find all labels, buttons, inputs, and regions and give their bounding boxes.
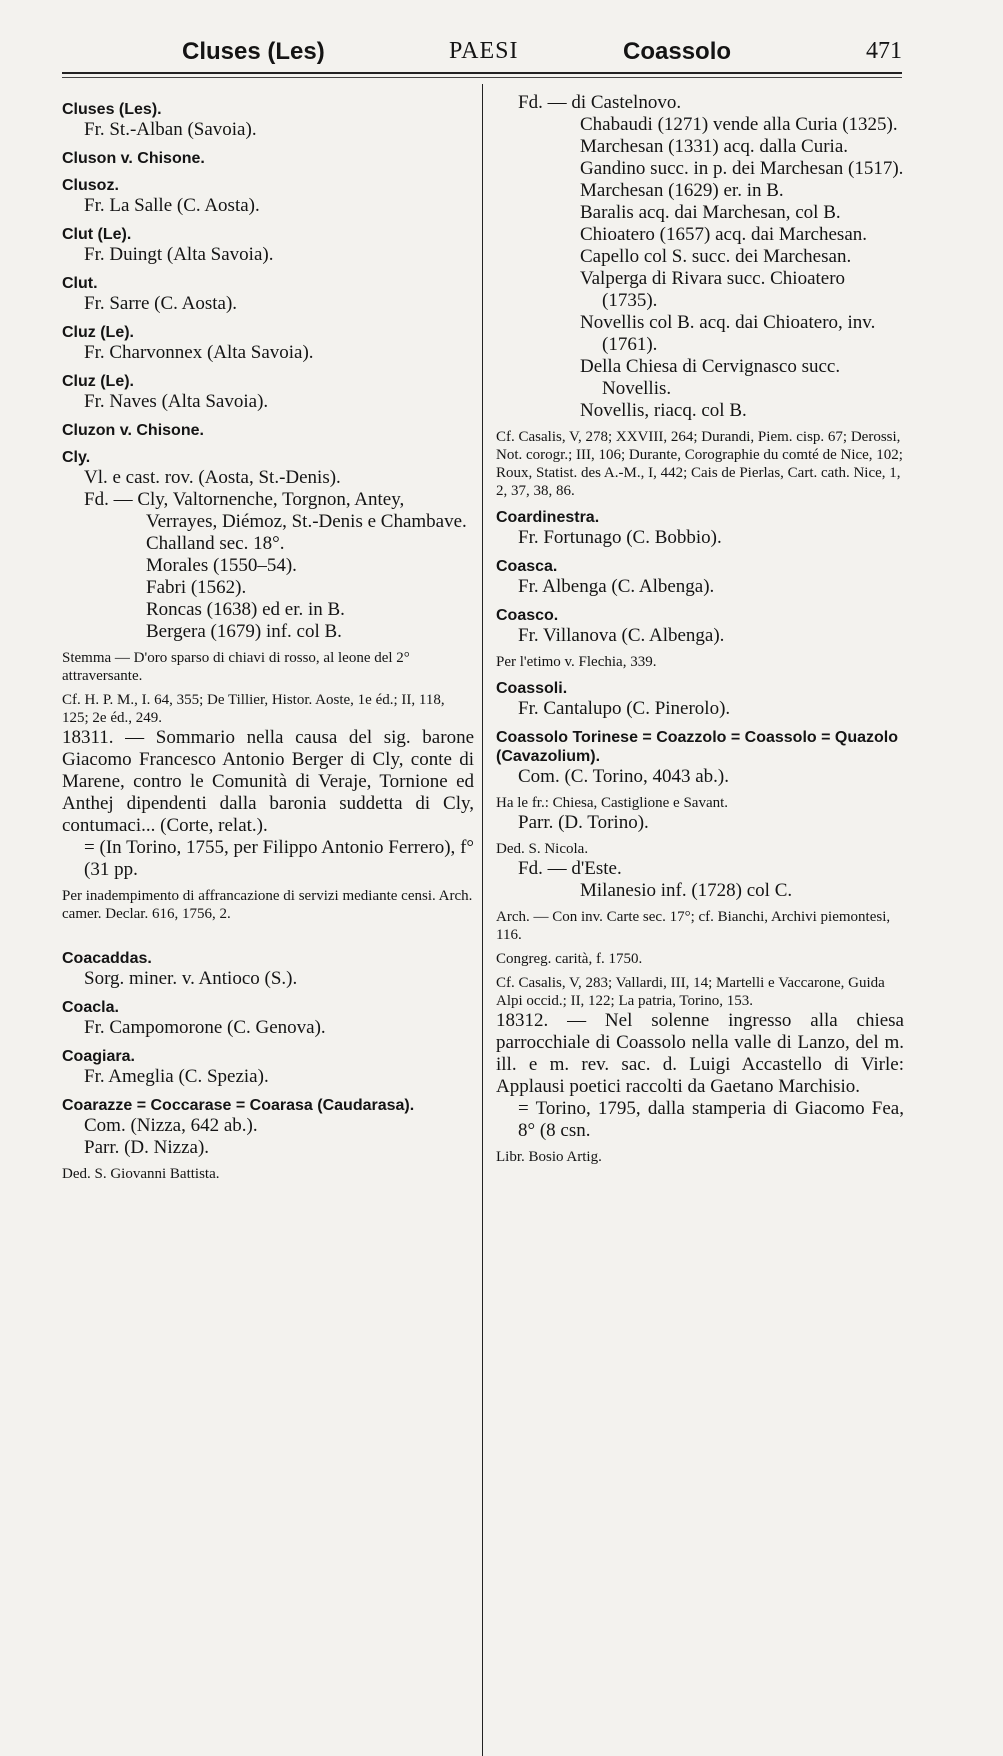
holder-line: Morales (1550–54).: [146, 555, 297, 576]
column-divider: [482, 84, 483, 1756]
holder-line: Novellis col B. acq. dai Chioatero, inv. (1761).: [580, 312, 876, 355]
entry-heading: Coasca.: [496, 558, 558, 575]
bibliography-entry: 18311. — Sommario nella causa del sig. barone Giacomo Francesco Antonio Berger di Cly, conte di Marene, contro le Comunità di Veraje, Tornione ed Anthej dipendenti dalla baronia suddetta di Cly, contumaci... (Corte, relat.).: [62, 727, 474, 836]
entry-heading: Cluson v. Chisone.: [62, 150, 205, 167]
note-text: Per l'etimo v. Flechia, 339.: [496, 654, 657, 670]
entry-heading: Coagiara.: [62, 1048, 135, 1065]
entry-line: Com. (C. Torino, 4043 ab.).: [518, 766, 730, 787]
entry-heading: Clut (Le).: [62, 226, 132, 243]
holder-line: Della Chiesa di Cervignasco succ. Novellis.: [580, 356, 841, 399]
note-text: Libr. Bosio Artig.: [496, 1149, 602, 1165]
header-section-title: PAESI: [449, 38, 519, 64]
holder-line: Roncas (1638) ed er. in B.: [146, 599, 345, 620]
entry-line: Parr. (D. Nizza).: [84, 1137, 210, 1158]
holder-line: Marchesan (1331) acq. dalla Curia.: [580, 136, 849, 157]
entry-line: Fr. Albenga (C. Albenga).: [518, 576, 715, 597]
feudal-line: Fd. — Cly, Valtornenche, Torgnon, Antey, Verrayes, Diémoz, St.-Denis e Chambave.: [84, 489, 467, 532]
entry-line: Parr. (D. Torino).: [518, 812, 649, 833]
note-text: Ded. S. Giovanni Battista.: [62, 1166, 220, 1182]
entry-line: Fr. Cantalupo (C. Pinerolo).: [518, 698, 731, 719]
note-text: Cf. Casalis, V, 278; XXVIII, 264; Durandi, Piem. cisp. 67; Derossi, Not. corogr.; III, 106; Durante, Corographie du comté de Nice, 102; Roux, Statist. des A.-M., I, 442; Cais de Pierlas, Cart. cath. Nice, 1, 2, 37, 38, 86.: [496, 429, 903, 499]
entry-line: Fr. Fortunago (C. Bobbio).: [518, 527, 722, 548]
holder-line: Valperga di Rivara succ. Chioatero (1735).: [580, 268, 846, 311]
left-column: [62, 92, 474, 1183]
holder-line: Chioatero (1657) acq. dai Marchesan.: [580, 224, 868, 245]
note-text: Ha le fr.: Chiesa, Castiglione e Savant.: [496, 795, 729, 811]
entry-heading: Cluses (Les).: [62, 101, 162, 118]
holder-line: Challand sec. 18°.: [146, 533, 285, 554]
feudal-line: Fd. — di Castelnovo.: [518, 92, 682, 113]
note-text: Per inadempimento di affrancazione di servizi mediante censi. Arch. camer. Declar. 616, 1756, 2.: [62, 888, 473, 922]
entry-heading: Clusoz.: [62, 177, 119, 194]
header-right-entry: Coassolo: [623, 38, 732, 65]
note-text: Arch. — Con inv. Carte sec. 17°; cf. Bianchi, Archivi piemontesi, 116.: [496, 909, 891, 943]
bibliography-imprint: = (In Torino, 1755, per Filippo Antonio Ferrero), f° (31 pp.: [84, 837, 474, 880]
entry-heading: Coassolo Torinese = Coazzolo = Coassolo = Quazolo (Cavazolium).: [496, 729, 899, 765]
entry-line: Fr. Ameglia (C. Spezia).: [84, 1066, 269, 1087]
page-number: 471: [866, 38, 902, 64]
entry-line: Sorg. miner. v. Antioco (S.).: [84, 968, 298, 989]
bibliography-entry: 18312. — Nel solenne ingresso alla chiesa parrocchiale di Coassolo nella valle di Lanzo, del m. ill. e m. rev. sac. d. Luigi Accastello di Virle: Applausi poetici raccolti da Gaetano Marchisio.: [496, 1010, 904, 1097]
header-rule-thin: [62, 77, 902, 78]
entry-line: Fr. Charvonnex (Alta Savoia).: [84, 342, 314, 363]
entry-line: Fr. Campomorone (C. Genova).: [84, 1017, 326, 1038]
entry-line: Fr. Sarre (C. Aosta).: [84, 293, 238, 314]
holder-line: Novellis, riacq. col B.: [580, 400, 747, 421]
holder-line: Chabaudi (1271) vende alla Curia (1325).: [580, 114, 898, 135]
entry-heading: Coarazze = Coccarase = Coarasa (Caudarasa).: [62, 1097, 415, 1114]
entry-heading: Coassoli.: [496, 680, 568, 697]
entry-line: Fr. La Salle (C. Aosta).: [84, 195, 260, 216]
note-text: Ded. S. Nicola.: [496, 841, 589, 857]
right-column: [496, 92, 904, 1166]
entry-line: Fr. Duingt (Alta Savoia).: [84, 244, 274, 265]
entry-heading: Cluz (Le).: [62, 373, 134, 390]
entry-heading: Cluz (Le).: [62, 324, 134, 341]
header-left-entry: Cluses (Les): [182, 38, 325, 65]
entry-heading: Coardinestra.: [496, 509, 600, 526]
holder-line: Fabri (1562).: [146, 577, 247, 598]
feudal-line: Fd. — d'Este.: [518, 858, 622, 879]
entry-line: Fr. Villanova (C. Albenga).: [518, 625, 725, 646]
note-text: Cf. H. P. M., I. 64, 355; De Tillier, Histor. Aoste, 1e éd.; II, 118, 125; 2e éd., 249.: [62, 692, 445, 726]
spacer: [62, 923, 474, 941]
entry-heading: Cly.: [62, 449, 91, 466]
entry-line: Fr. St.-Alban (Savoia).: [84, 119, 257, 140]
entry-line: Com. (Nizza, 642 ab.).: [84, 1115, 258, 1136]
header-rule-thick: [62, 72, 902, 74]
holder-line: Baralis acq. dai Marchesan, col B.: [580, 202, 841, 223]
holder-line: Bergera (1679) inf. col B.: [146, 621, 342, 642]
entry-line: Vl. e cast. rov. (Aosta, St.-Denis).: [84, 467, 341, 488]
entry-heading: Coacla.: [62, 999, 119, 1016]
holder-line: Gandino succ. in p. dei Marchesan (1517).: [580, 158, 904, 179]
bibliography-imprint: = Torino, 1795, dalla stamperia di Giacomo Fea, 8° (8 csn.: [518, 1098, 904, 1141]
running-header: [60, 38, 902, 74]
holder-line: Capello col S. succ. dei Marchesan.: [580, 246, 852, 267]
holder-line: Milanesio inf. (1728) col C.: [580, 880, 793, 901]
note-text: Cf. Casalis, V, 283; Vallardi, III, 14; Martelli e Vaccarone, Guida Alpi occid.; II, 122; La patria, Torino, 153.: [496, 975, 885, 1009]
holder-line: Marchesan (1629) er. in B.: [580, 180, 784, 201]
entry-heading: Cluzon v. Chisone.: [62, 422, 204, 439]
entry-line: Fr. Naves (Alta Savoia).: [84, 391, 269, 412]
note-text: Stemma — D'oro sparso di chiavi di rosso, al leone del 2° attraversante.: [62, 650, 410, 684]
entry-heading: Coasco.: [496, 607, 559, 624]
note-text: Congreg. carità, f. 1750.: [496, 951, 643, 967]
entry-heading: Clut.: [62, 275, 98, 292]
entry-heading: Coacaddas.: [62, 950, 152, 967]
